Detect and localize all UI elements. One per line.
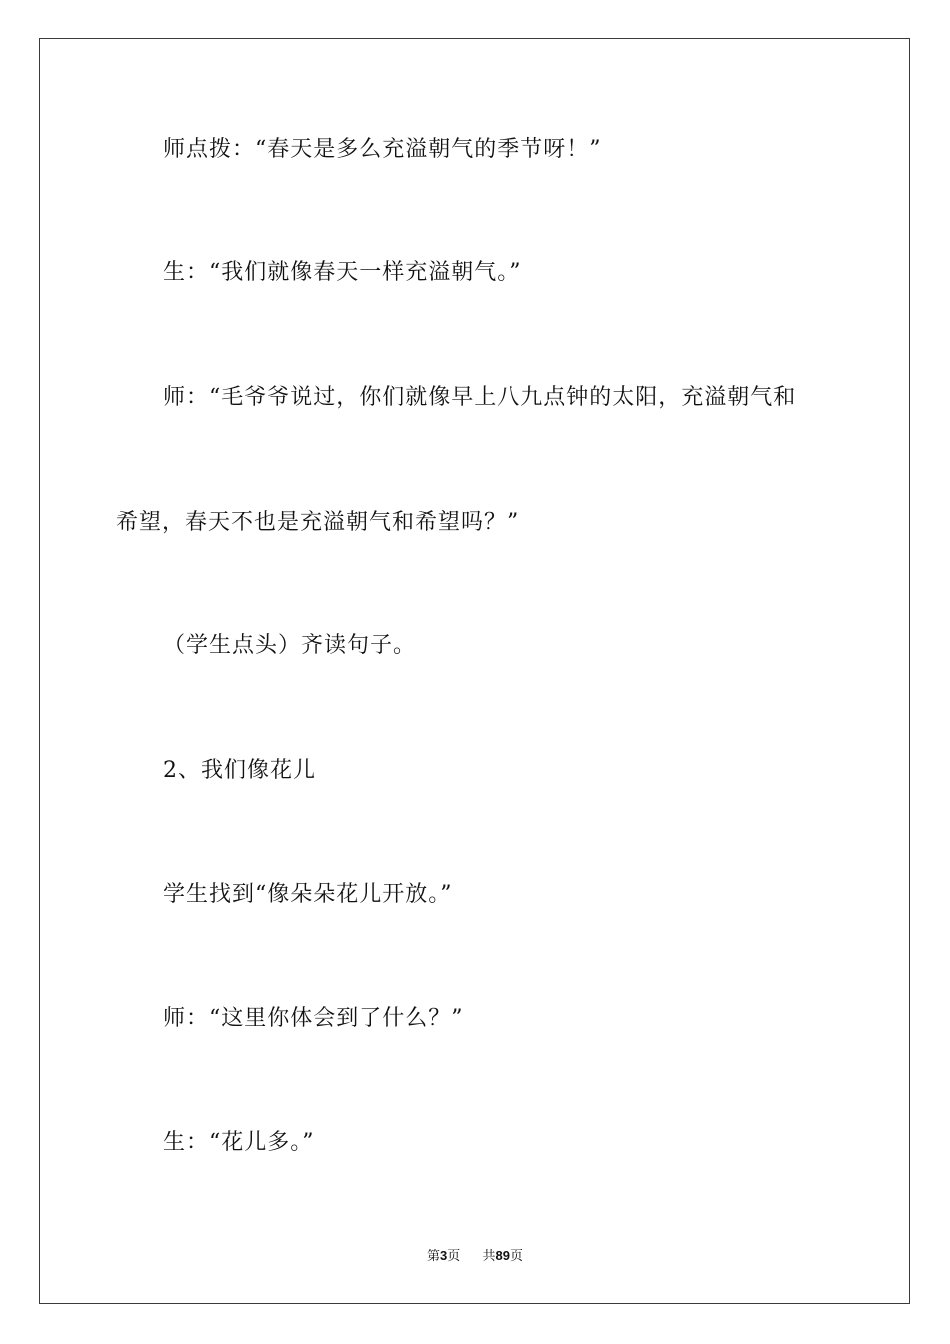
page-suffix: 页 [447, 1249, 461, 1264]
page-footer [0, 1247, 950, 1266]
page-prefix: 第 [426, 1249, 440, 1264]
paragraph-line: 生：“我们就像春天一样充溢朝气。” [163, 260, 522, 285]
section-heading: 2、我们像花儿 [163, 758, 316, 783]
paragraph-line: （学生点头）齐读句子。 [163, 633, 417, 658]
paragraph-line: 师点拨：“春天是多么充溢朝气的季节呀！” [163, 137, 602, 162]
paragraph-line: 希望，春天不也是充溢朝气和希望吗？” [116, 510, 520, 535]
page-border [39, 38, 910, 1304]
paragraph-line: 生：“花儿多。” [163, 1130, 315, 1155]
total-pages: 89 [495, 1248, 510, 1263]
paragraph-line: 师：“毛爷爷说过，你们就像早上八九点钟的太阳，充溢朝气和 [163, 385, 797, 410]
paragraph-line: 师：“这里你体会到了什么？” [163, 1006, 464, 1031]
total-suffix: 页 [510, 1249, 524, 1264]
page-number: 3 [439, 1248, 448, 1263]
paragraph-line: 学生找到“像朵朵花儿开放。” [163, 882, 453, 907]
total-prefix: 共 [482, 1249, 496, 1264]
